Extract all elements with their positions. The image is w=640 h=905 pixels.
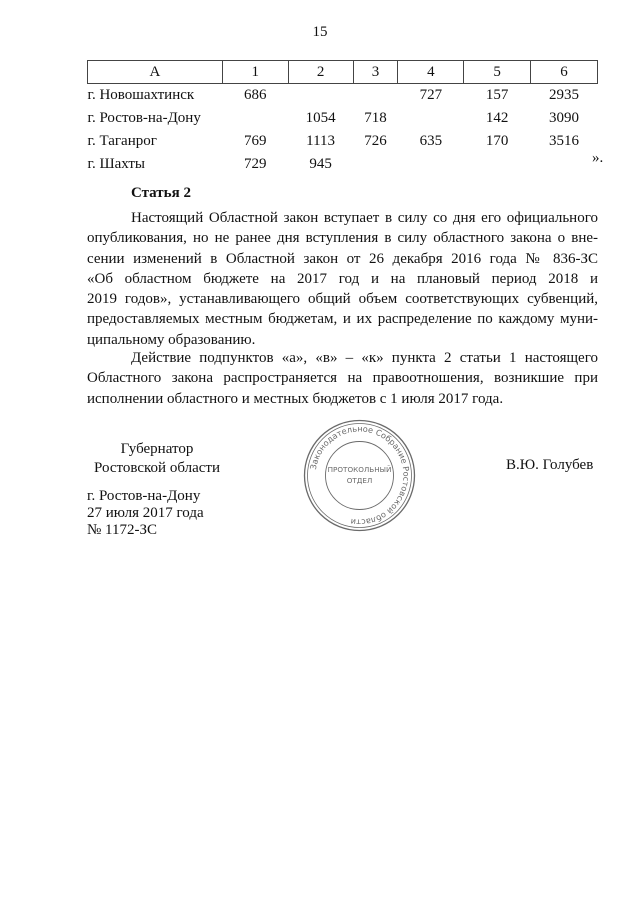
table-cell-city: г. Таганрог xyxy=(87,133,157,149)
table-cell xyxy=(222,107,288,130)
subvention-table xyxy=(87,60,598,176)
table-header-row xyxy=(88,61,598,84)
signing-place: г. Ростов-на-Дону xyxy=(87,488,201,504)
table-cell: 635 xyxy=(419,133,443,149)
table-cell: 686 xyxy=(244,87,267,103)
signatory-name: В.Ю. Голубев xyxy=(506,457,594,473)
text-line: 2019 годов», устанавливающего общий объем соответствующих субвенций, xyxy=(87,291,598,308)
signatory-position xyxy=(87,440,227,478)
position-line: Губернатор xyxy=(120,441,194,457)
table-cell-city: г. Шахты xyxy=(87,156,146,172)
position-line: Ростовской области xyxy=(94,460,220,476)
table-row xyxy=(88,107,598,130)
table-cell: 3516 xyxy=(549,133,580,149)
table-row xyxy=(88,84,598,108)
article-paragraph-2 xyxy=(87,348,598,409)
text-line: предоставляемых местным бюджетам, и их распределение по каждому муни- xyxy=(87,311,598,328)
table-cell-city: г. Ростов-на-Дону xyxy=(87,110,201,126)
table-closing-quote: ». xyxy=(592,150,604,166)
table-header-cell: 1 xyxy=(222,61,288,84)
table-cell: 1054 xyxy=(305,110,336,126)
article-paragraph-1 xyxy=(87,208,598,350)
table-header-cell: 6 xyxy=(531,61,598,84)
table-cell: 142 xyxy=(485,110,509,126)
table-cell: 3090 xyxy=(549,110,580,126)
table-cell xyxy=(288,84,353,108)
table-cell-city: г. Новошахтинск xyxy=(87,87,195,103)
table-cell: 1113 xyxy=(306,133,336,149)
signing-details xyxy=(87,488,204,539)
table-cell xyxy=(398,107,464,130)
table-cell xyxy=(464,153,531,176)
signing-date: 27 июля 2017 года xyxy=(87,505,204,521)
table-cell: 945 xyxy=(309,156,332,172)
table-cell: 729 xyxy=(244,156,267,172)
seal-ring-textpath: Законодательное Собрание Ростовской области xyxy=(307,423,412,528)
law-number: № 1172-ЗС xyxy=(87,522,158,538)
table-cell xyxy=(353,153,398,176)
page-number: 15 xyxy=(312,24,328,40)
table-row xyxy=(88,130,598,153)
text-line: Действие подпунктов «а», «в» – «к» пункта 2 статьи 1 настоящего xyxy=(131,350,598,366)
article-title: Статья 2 xyxy=(131,185,191,201)
table-cell: 726 xyxy=(364,133,387,149)
text-line: ципальному образованию. xyxy=(87,331,256,348)
table-header-cell: 3 xyxy=(353,61,398,84)
seal-center-line-1: ПРОТОКОЛЬНЫЙ xyxy=(327,465,392,474)
table-header-cell: А xyxy=(88,61,223,84)
text-line: опубликования, но не ранее дня вступления в силу областного закона о вне- xyxy=(87,230,598,247)
table-header-cell: 2 xyxy=(288,61,353,84)
text-line: Областного закона распространяется на правоотношения, возникшие при xyxy=(87,370,598,387)
table-header-cell: 4 xyxy=(398,61,464,84)
text-line: исполнении областного и местных бюджетов с 1 июля 2017 года. xyxy=(87,390,504,407)
table-cell: 718 xyxy=(364,110,387,126)
table-cell: 157 xyxy=(485,87,509,103)
text-line: «Об областном бюджете на 2017 год и на плановый период 2018 и xyxy=(87,270,598,287)
table-cell xyxy=(398,153,464,176)
seal-center-line-2: ОТДЕЛ xyxy=(346,476,373,485)
table-cell: 727 xyxy=(419,87,443,103)
table-cell xyxy=(353,84,398,108)
table-cell: 2935 xyxy=(549,87,580,103)
table-cell: 769 xyxy=(244,133,267,149)
seal-stamp xyxy=(302,418,417,533)
text-line: сении изменений в Областной закон от 26 декабря 2016 года № 836-ЗС xyxy=(87,250,598,267)
text-line: Настоящий Областной закон вступает в силу со дня его официального xyxy=(131,210,598,226)
table-header-cell: 5 xyxy=(464,61,531,84)
table-cell: 170 xyxy=(485,133,509,149)
table-row xyxy=(88,153,598,176)
table-cell xyxy=(531,153,598,176)
